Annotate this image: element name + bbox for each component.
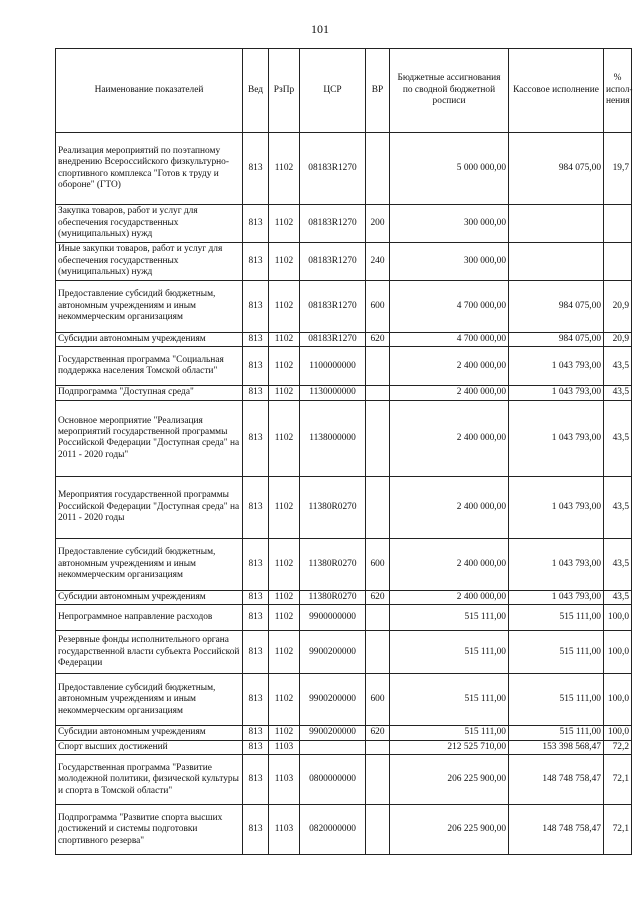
table-row <box>56 333 632 347</box>
row-csr: 1138000000 <box>300 400 366 476</box>
row-ved: 813 <box>243 631 269 674</box>
row-vr: 600 <box>366 538 390 590</box>
row-indicator-name: Государственная программа "Социальная поддержка населения Томской области" <box>56 347 243 386</box>
row-csr: 9900200000 <box>300 726 366 740</box>
row-budget-allocation: 4 700 000,00 <box>390 333 509 347</box>
row-budget-allocation: 2 400 000,00 <box>390 538 509 590</box>
row-budget-allocation: 2 400 000,00 <box>390 590 509 604</box>
row-vr: 620 <box>366 590 390 604</box>
row-csr: 08183R1270 <box>300 243 366 281</box>
row-csr: 08183R1270 <box>300 133 366 205</box>
row-ved: 813 <box>243 605 269 631</box>
row-cash-execution: 1 043 793,00 <box>509 400 604 476</box>
row-indicator-name: Подпрограмма "Доступная среда" <box>56 386 243 400</box>
row-vr: 600 <box>366 674 390 726</box>
row-vr <box>366 631 390 674</box>
row-execution-percent: 19,7 <box>604 133 632 205</box>
table-row <box>56 133 632 205</box>
row-ved: 813 <box>243 590 269 604</box>
row-ved: 813 <box>243 333 269 347</box>
row-rzpr: 1102 <box>269 674 300 726</box>
row-ved: 813 <box>243 755 269 805</box>
row-csr: 9900200000 <box>300 674 366 726</box>
row-ved: 813 <box>243 243 269 281</box>
row-rzpr: 1103 <box>269 740 300 754</box>
table-row <box>56 281 632 333</box>
table-row <box>56 631 632 674</box>
table-row <box>56 205 632 243</box>
row-budget-allocation: 515 111,00 <box>390 605 509 631</box>
row-rzpr: 1102 <box>269 133 300 205</box>
header-indicator-name: Наименование показателей <box>56 49 243 133</box>
header-budget-allocations: Бюджетные ассигнования по сводной бюджетной росписи <box>390 49 509 133</box>
row-execution-percent: 20,9 <box>604 281 632 333</box>
row-execution-percent: 43,5 <box>604 590 632 604</box>
row-indicator-name: Непрограммное направление расходов <box>56 605 243 631</box>
row-ved: 813 <box>243 740 269 754</box>
table-row <box>56 538 632 590</box>
row-ved: 813 <box>243 133 269 205</box>
table-row <box>56 726 632 740</box>
row-csr: 9900200000 <box>300 631 366 674</box>
row-ved: 813 <box>243 400 269 476</box>
row-cash-execution: 515 111,00 <box>509 674 604 726</box>
row-cash-execution: 1 043 793,00 <box>509 538 604 590</box>
row-rzpr: 1102 <box>269 726 300 740</box>
row-rzpr: 1102 <box>269 476 300 538</box>
row-vr: 600 <box>366 281 390 333</box>
row-csr: 0800000000 <box>300 755 366 805</box>
table-row <box>56 400 632 476</box>
table-row <box>56 590 632 604</box>
row-vr: 200 <box>366 205 390 243</box>
row-execution-percent: 43,5 <box>604 347 632 386</box>
row-ved: 813 <box>243 674 269 726</box>
row-budget-allocation: 2 400 000,00 <box>390 347 509 386</box>
row-rzpr: 1103 <box>269 805 300 855</box>
row-vr: 620 <box>366 726 390 740</box>
row-ved: 813 <box>243 347 269 386</box>
row-rzpr: 1102 <box>269 386 300 400</box>
row-vr: 620 <box>366 333 390 347</box>
row-cash-execution: 984 075,00 <box>509 281 604 333</box>
row-vr <box>366 740 390 754</box>
table-row <box>56 476 632 538</box>
row-csr: 11380R0270 <box>300 538 366 590</box>
row-rzpr: 1102 <box>269 347 300 386</box>
header-ved: Вед <box>243 49 269 133</box>
row-execution-percent: 100,0 <box>604 631 632 674</box>
table-header-row <box>56 49 632 133</box>
row-ved: 813 <box>243 205 269 243</box>
row-indicator-name: Предоставление субсидий бюджетным, автономным учреждениям и иным некоммерческим организациям <box>56 538 243 590</box>
row-indicator-name: Спорт высших достижений <box>56 740 243 754</box>
row-indicator-name: Реализация мероприятий по поэтапному внедрению Всероссийского физкультурно-спортивного комплекса "Готов к труду и обороне" (ГТО) <box>56 133 243 205</box>
row-budget-allocation: 2 400 000,00 <box>390 476 509 538</box>
table-row <box>56 674 632 726</box>
row-vr <box>366 133 390 205</box>
row-indicator-name: Предоставление субсидий бюджетным, автономным учреждениям и иным некоммерческим организациям <box>56 674 243 726</box>
row-execution-percent: 72,2 <box>604 740 632 754</box>
row-csr: 1130000000 <box>300 386 366 400</box>
row-rzpr: 1102 <box>269 243 300 281</box>
row-rzpr: 1102 <box>269 281 300 333</box>
row-cash-execution: 515 111,00 <box>509 726 604 740</box>
table-row <box>56 740 632 754</box>
row-vr <box>366 605 390 631</box>
row-execution-percent: 72,1 <box>604 755 632 805</box>
row-execution-percent: 43,5 <box>604 476 632 538</box>
row-csr: 08183R1270 <box>300 205 366 243</box>
row-vr <box>366 400 390 476</box>
row-indicator-name: Иные закупки товаров, работ и услуг для обеспечения государственных (муниципальных) нужд <box>56 243 243 281</box>
row-csr: 11380R0270 <box>300 476 366 538</box>
row-rzpr: 1102 <box>269 333 300 347</box>
row-budget-allocation: 300 000,00 <box>390 205 509 243</box>
row-indicator-name: Субсидии автономным учреждениям <box>56 590 243 604</box>
row-rzpr: 1102 <box>269 205 300 243</box>
row-execution-percent: 100,0 <box>604 674 632 726</box>
row-ved: 813 <box>243 281 269 333</box>
row-rzpr: 1103 <box>269 755 300 805</box>
header-execution-percent: % испол-нения <box>604 49 632 133</box>
row-csr: 1100000000 <box>300 347 366 386</box>
table-row <box>56 347 632 386</box>
row-execution-percent: 43,5 <box>604 386 632 400</box>
row-rzpr: 1102 <box>269 631 300 674</box>
table-row <box>56 243 632 281</box>
row-budget-allocation: 212 525 710,00 <box>390 740 509 754</box>
row-indicator-name: Предоставление субсидий бюджетным, автономным учреждениям и иным некоммерческим организациям <box>56 281 243 333</box>
page-number: 101 <box>311 22 329 36</box>
row-rzpr: 1102 <box>269 605 300 631</box>
row-execution-percent: 43,5 <box>604 538 632 590</box>
row-execution-percent: 100,0 <box>604 726 632 740</box>
row-budget-allocation: 206 225 900,00 <box>390 805 509 855</box>
row-budget-allocation: 300 000,00 <box>390 243 509 281</box>
row-indicator-name: Мероприятия государственной программы Российской Федерации "Доступная среда" на 2011 - 2020 годы <box>56 476 243 538</box>
row-indicator-name: Закупка товаров, работ и услуг для обеспечения государственных (муниципальных) нужд <box>56 205 243 243</box>
row-execution-percent <box>604 205 632 243</box>
row-cash-execution: 1 043 793,00 <box>509 476 604 538</box>
row-vr: 240 <box>366 243 390 281</box>
row-cash-execution: 1 043 793,00 <box>509 347 604 386</box>
row-rzpr: 1102 <box>269 538 300 590</box>
row-cash-execution <box>509 205 604 243</box>
row-rzpr: 1102 <box>269 590 300 604</box>
header-vr: ВР <box>366 49 390 133</box>
row-execution-percent: 20,9 <box>604 333 632 347</box>
row-execution-percent: 43,5 <box>604 400 632 476</box>
row-cash-execution: 515 111,00 <box>509 605 604 631</box>
row-indicator-name: Основное мероприятие "Реализация мероприятий государственной программы Российской Федерации "Доступная среда" на 2011 - 2020 годы" <box>56 400 243 476</box>
row-csr: 08183R1270 <box>300 281 366 333</box>
row-cash-execution: 515 111,00 <box>509 631 604 674</box>
row-vr <box>366 476 390 538</box>
row-indicator-name: Субсидии автономным учреждениям <box>56 333 243 347</box>
row-budget-allocation: 2 400 000,00 <box>390 386 509 400</box>
row-cash-execution: 984 075,00 <box>509 133 604 205</box>
row-csr: 08183R1270 <box>300 333 366 347</box>
row-budget-allocation: 515 111,00 <box>390 631 509 674</box>
row-budget-allocation: 206 225 900,00 <box>390 755 509 805</box>
row-execution-percent: 100,0 <box>604 605 632 631</box>
row-cash-execution: 148 748 758,47 <box>509 755 604 805</box>
row-csr: 9900000000 <box>300 605 366 631</box>
row-indicator-name: Государственная программа "Развитие молодежной политики, физической культуры и спорта в Томской области" <box>56 755 243 805</box>
row-cash-execution: 148 748 758,47 <box>509 805 604 855</box>
row-cash-execution: 984 075,00 <box>509 333 604 347</box>
row-csr <box>300 740 366 754</box>
row-indicator-name: Субсидии автономным учреждениям <box>56 726 243 740</box>
header-rzpr: РзПр <box>269 49 300 133</box>
row-ved: 813 <box>243 476 269 538</box>
row-budget-allocation: 4 700 000,00 <box>390 281 509 333</box>
table-row <box>56 605 632 631</box>
row-ved: 813 <box>243 538 269 590</box>
row-budget-allocation: 2 400 000,00 <box>390 400 509 476</box>
row-budget-allocation: 5 000 000,00 <box>390 133 509 205</box>
row-ved: 813 <box>243 805 269 855</box>
row-cash-execution: 153 398 568,47 <box>509 740 604 754</box>
row-indicator-name: Резервные фонды исполнительного органа государственной власти субъекта Российской Федерации <box>56 631 243 674</box>
row-vr <box>366 805 390 855</box>
row-ved: 813 <box>243 386 269 400</box>
row-execution-percent <box>604 243 632 281</box>
header-csr: ЦСР <box>300 49 366 133</box>
header-cash-execution: Кассовое исполнение <box>509 49 604 133</box>
row-cash-execution: 1 043 793,00 <box>509 386 604 400</box>
row-rzpr: 1102 <box>269 400 300 476</box>
table-row <box>56 805 632 855</box>
row-vr <box>366 386 390 400</box>
budget-execution-table <box>55 48 632 855</box>
row-csr: 11380R0270 <box>300 590 366 604</box>
row-vr <box>366 755 390 805</box>
table-row <box>56 755 632 805</box>
row-indicator-name: Подпрограмма "Развитие спорта высших достижений и системы подготовки спортивного резерва" <box>56 805 243 855</box>
row-ved: 813 <box>243 726 269 740</box>
row-csr: 0820000000 <box>300 805 366 855</box>
row-vr <box>366 347 390 386</box>
table-row <box>56 386 632 400</box>
row-budget-allocation: 515 111,00 <box>390 726 509 740</box>
row-cash-execution: 1 043 793,00 <box>509 590 604 604</box>
row-budget-allocation: 515 111,00 <box>390 674 509 726</box>
row-cash-execution <box>509 243 604 281</box>
row-execution-percent: 72,1 <box>604 805 632 855</box>
